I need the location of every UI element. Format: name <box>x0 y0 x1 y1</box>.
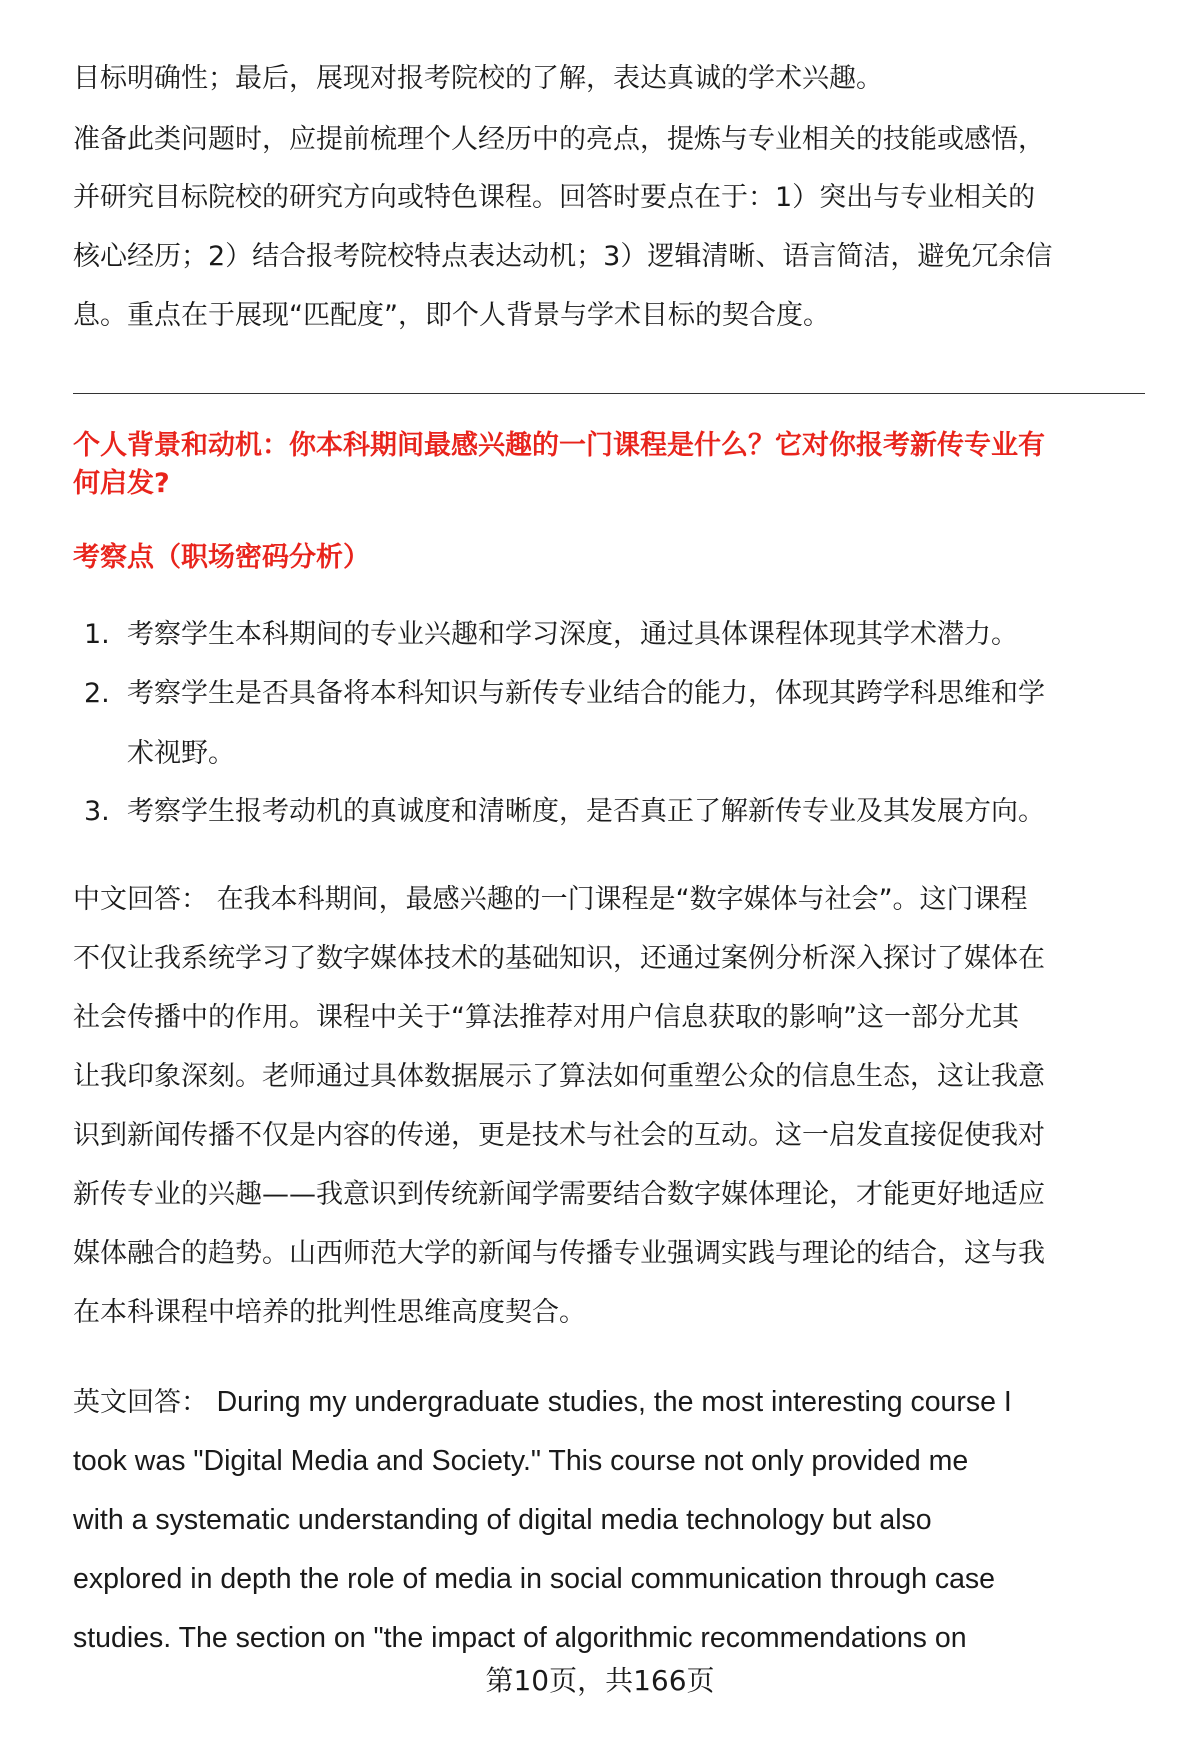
text-line: 并研究目标院校的研究方向或特色课程。回答时要点在于：1）突出与专业相关的 <box>73 182 1036 213</box>
text-line: 在本科课程中培养的批判性思维高度契合。 <box>73 1297 586 1328</box>
list-item: 考察学生本科期间的专业兴趣和学习深度，通过具体课程体现其学术潜力。 <box>127 619 1018 650</box>
text-line: 新传专业的兴趣——我意识到传统新闻学需要结合数字媒体理论，才能更好地适应 <box>73 1179 1045 1210</box>
question-line: 个人背景和动机：你本科期间最感兴趣的一门课程是什么？它对你报考新传专业有 <box>73 430 1045 461</box>
text-line: with a systematic understanding of digital media technology but also <box>73 1504 932 1536</box>
text-line: 媒体融合的趋势。山西师范大学的新闻与传播专业强调实践与理论的结合，这与我 <box>73 1238 1045 1269</box>
text-line: 中文回答： 在我本科期间，最感兴趣的一门课程是“数字媒体与社会”。这门课程 <box>73 884 1028 915</box>
text-line: 社会传播中的作用。课程中关于“算法推荐对用户信息获取的影响”这一部分尤其 <box>73 1002 1019 1033</box>
text-line: 准备此类问题时，应提前梳理个人经历中的亮点，提炼与专业相关的技能或感悟， <box>73 124 1045 155</box>
text-line: explored in depth the role of media in social communication through case <box>73 1563 996 1595</box>
english-answer-label: 英文回答： <box>73 1387 208 1418</box>
text-line: took was "Digital Media and Society." This course not only provided me <box>73 1445 969 1477</box>
list-number: 3. <box>84 796 110 827</box>
text-line: 核心经历；2）结合报考院校特点表达动机；3）逻辑清晰、语言简洁，避免冗余信 <box>73 241 1053 272</box>
question-line: 何启发? <box>73 468 170 499</box>
exam-point-heading: 考察点（职场密码分析） <box>73 542 370 573</box>
text-line: 息。重点在于展现“匹配度”，即个人背景与学术目标的契合度。 <box>73 300 830 331</box>
text-line: 识到新闻传播不仅是内容的传递，更是技术与社会的互动。这一启发直接促使我对 <box>73 1120 1045 1151</box>
list-item: 考察学生是否具备将本科知识与新传专业结合的能力，体现其跨学科思维和学 <box>127 678 1045 709</box>
list-number: 1. <box>84 619 110 650</box>
list-item-cont: 术视野。 <box>127 738 235 769</box>
page-footer: 第10页，共166页 <box>485 1664 715 1697</box>
text-line: 让我印象深刻。老师通过具体数据展示了算法如何重塑公众的信息生态，这让我意 <box>73 1061 1045 1092</box>
list-item: 考察学生报考动机的真诚度和清晰度，是否真正了解新传专业及其发展方向。 <box>127 796 1045 827</box>
text-line: 不仅让我系统学习了数字媒体技术的基础知识，还通过案例分析深入探讨了媒体在 <box>73 943 1045 974</box>
list-number: 2. <box>84 678 110 709</box>
text-line: studies. The section on "the impact of algorithmic recommendations on <box>73 1622 967 1654</box>
text-line: 目标明确性；最后，展现对报考院校的了解，表达真诚的学术兴趣。 <box>73 63 883 94</box>
text-line: During my undergraduate studies, the most interesting course I <box>216 1386 1012 1418</box>
section-divider <box>73 393 1145 394</box>
